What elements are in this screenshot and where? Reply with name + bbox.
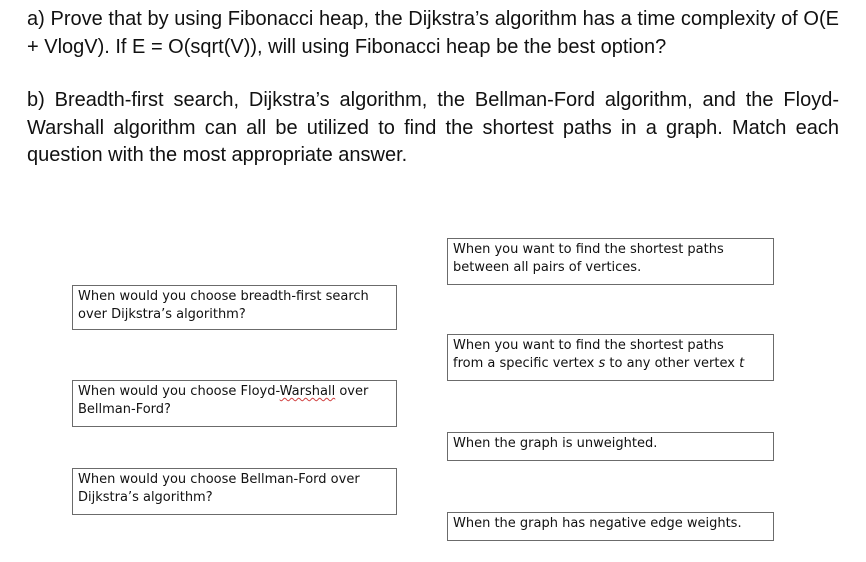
answer-line: When the graph has negative edge weights. [453, 516, 742, 531]
match-answer-unweighted[interactable] [447, 432, 774, 461]
question-line: over [335, 384, 369, 399]
question-line: When would you choose Floyd- [78, 384, 280, 399]
question-line: Bellman-Ford? [78, 402, 171, 417]
question-line: When would you choose breadth-first search [78, 289, 369, 304]
answer-line: between all pairs of vertices. [453, 260, 642, 275]
match-answer-negative-weights[interactable] [447, 512, 774, 541]
match-answer-single-source[interactable] [447, 334, 774, 381]
variable-t: t [739, 356, 745, 371]
variable-s: s [598, 356, 606, 371]
match-question-floyd-warshall[interactable] [72, 380, 397, 427]
question-b-text: b) Breadth-first search, Dijkstra’s algorithm, the Bellman-Ford algorithm, and the Floyd-Warshall algorithm can all be utilized to find the shortest paths in a graph. Match each question with the most appropriate answer. [27, 89, 839, 166]
answer-line: When you want to find the shortest paths [453, 338, 724, 353]
match-question-bfs[interactable] [72, 285, 397, 330]
question-line: Dijkstra’s algorithm? [78, 490, 213, 505]
question-line: over Dijkstra’s algorithm? [78, 307, 246, 322]
answer-line: When the graph is unweighted. [453, 436, 658, 451]
answer-line: When you want to find the shortest paths [453, 242, 724, 257]
spellcheck-word: Warshall [279, 384, 336, 399]
match-answer-all-pairs[interactable] [447, 238, 774, 285]
answer-line: from a specific vertex [453, 356, 599, 371]
question-line: When would you choose Bellman-Ford over [78, 472, 360, 487]
match-question-bellman-ford[interactable] [72, 468, 397, 515]
question-a-text: a) Prove that by using Fibonacci heap, the Dijkstra’s algorithm has a time complexity of O(E + VlogV). If E = O(sqrt(V)), will using Fibonacci heap be the best option? [27, 8, 839, 58]
answer-line: to any other vertex [605, 356, 740, 371]
